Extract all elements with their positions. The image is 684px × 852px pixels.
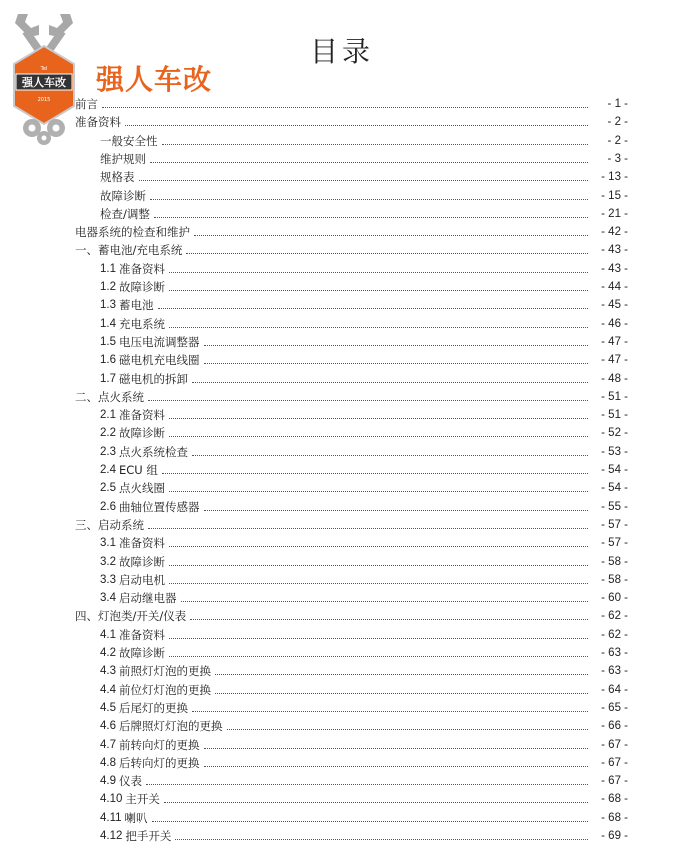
toc-entry-page: - 57 - [601, 537, 628, 550]
svg-text:Tel: Tel [40, 66, 48, 72]
toc-entry[interactable] [100, 679, 628, 697]
toc-entry-page: - 67 - [601, 756, 628, 769]
toc-entry-number: 4.11 [100, 811, 122, 824]
dot-leader [169, 271, 588, 273]
toc-entry-label: 前言 [75, 97, 98, 111]
dot-leader [169, 435, 588, 437]
toc-entry-label: 把手开关 [125, 829, 172, 843]
toc-entry-page: - 43 - [601, 244, 628, 257]
toc-entry-number: 4.7 [100, 738, 116, 751]
toc-entry[interactable] [100, 368, 628, 386]
toc-entry[interactable] [100, 203, 628, 221]
dot-leader [148, 399, 588, 401]
toc-entry[interactable] [75, 93, 628, 111]
toc-entry[interactable] [100, 788, 628, 806]
dot-leader [204, 747, 589, 749]
toc-entry-number: 4.10 [100, 793, 123, 806]
toc-entry-number: 4.4 [100, 683, 116, 696]
dot-leader [146, 783, 588, 785]
dot-leader [169, 655, 588, 657]
toc-entry-page: - 58 - [601, 555, 628, 568]
toc-entry[interactable] [100, 294, 628, 312]
toc-entry-label: 一般安全性 [100, 133, 158, 148]
dot-leader [215, 673, 588, 675]
toc-entry-number: 4.2 [100, 647, 116, 659]
toc-entry[interactable] [75, 514, 628, 532]
toc-entry-number: 2.3 [100, 445, 116, 458]
toc-entry-page: - 67 - [601, 738, 628, 751]
toc-entry-label: 前转向灯的更换 [119, 737, 200, 752]
toc-entry-page: - 2 - [607, 134, 628, 147]
toc-entry-label: 启动继电器 [119, 591, 177, 606]
toc-entry-page: - 2 - [607, 116, 628, 129]
toc-entry-number: 3.2 [100, 555, 116, 568]
toc-entry-number: 1.4 [100, 317, 116, 330]
toc-entry-number: 4.6 [100, 720, 116, 733]
toc-entry-page: - 68 - [601, 811, 628, 824]
toc-entry[interactable] [100, 166, 628, 184]
toc-entry-number: 2.4 [100, 464, 116, 476]
toc-entry-number: 4.12 [100, 830, 123, 842]
toc-entry[interactable] [100, 715, 628, 733]
toc-entry-label: 喇叭 [124, 810, 148, 825]
toc-entry-label: 磁电机充电线圈 [119, 353, 200, 368]
toc-entry-label: 启动电机 [119, 572, 165, 587]
dot-leader [162, 472, 588, 474]
dot-leader [181, 600, 589, 602]
dot-leader [227, 728, 589, 730]
toc-entry-page: - 42 - [601, 226, 628, 239]
toc-entry[interactable] [100, 313, 628, 331]
toc-entry-label: 后尾灯的更换 [119, 700, 188, 715]
toc-entry-label: 规格表 [100, 170, 135, 185]
badge-text: 强人车改 [22, 76, 66, 89]
toc-entry[interactable] [100, 569, 628, 587]
toc-entry[interactable] [100, 349, 628, 367]
toc-entry-label: 准备资料 [119, 408, 165, 423]
dot-leader [169, 417, 588, 419]
toc-entry-label: 维护规则 [100, 151, 146, 166]
toc-entry-number: 1.6 [100, 354, 116, 367]
toc-entry-label: 三、启动系统 [75, 517, 144, 532]
dot-leader [215, 692, 588, 694]
dot-leader [154, 216, 588, 218]
page-title: 目录 [309, 35, 374, 68]
toc-entry-number: 2.2 [100, 427, 116, 440]
toc-entry-label: 前位灯灯泡的更换 [119, 682, 211, 697]
toc-entry[interactable] [100, 404, 628, 422]
toc-entry-label: 后牌照灯灯泡的更换 [119, 719, 223, 734]
toc-entry-page: - 44 - [601, 281, 628, 293]
toc-entry-label: 故障诊断 [119, 554, 165, 569]
toc-entry-label: 故障诊断 [119, 280, 165, 294]
toc-entry[interactable] [100, 185, 628, 203]
toc-entry[interactable] [100, 422, 628, 440]
toc-entry-label: 准备资料 [119, 536, 165, 551]
dot-leader [192, 454, 588, 456]
toc-entry-number: 1.1 [100, 262, 116, 275]
toc-entry-page: - 55 - [601, 500, 628, 513]
toc-entry-page: - 62 - [601, 628, 628, 641]
toc-entry-page: - 67 - [601, 775, 628, 788]
dot-leader [125, 124, 588, 126]
toc-entry-number: 3.1 [100, 537, 116, 550]
dot-leader [139, 179, 589, 181]
dot-leader [102, 106, 588, 108]
toc-entry-page: - 63 - [601, 665, 628, 678]
dot-leader [169, 289, 588, 291]
toc-entry[interactable] [100, 441, 628, 459]
toc-entry[interactable] [100, 551, 628, 569]
toc-entry-label: 故障诊断 [100, 188, 146, 203]
toc-entry[interactable] [100, 642, 628, 660]
dot-leader [194, 234, 588, 236]
toc-entry-page: - 1 - [607, 98, 628, 110]
toc-entry-number: 1.3 [100, 299, 116, 312]
toc-entry-page: - 60 - [601, 592, 628, 605]
toc-entry[interactable] [100, 825, 628, 843]
toc-entry[interactable] [100, 459, 628, 477]
toc-entry-label: 后转向灯的更换 [119, 755, 200, 770]
dot-leader [169, 582, 588, 584]
logo-text: 强人车改 [96, 63, 213, 96]
toc-entry-number: 4.8 [100, 756, 116, 769]
dot-leader [204, 509, 589, 511]
dot-leader [190, 618, 588, 620]
toc-entry-label: 仪表 [119, 774, 142, 789]
toc-entry-page: - 62 - [601, 610, 628, 623]
toc-entry-page: - 54 - [601, 464, 628, 476]
toc-entry-number: 4.9 [100, 775, 116, 788]
toc-entry-number: 4.1 [100, 628, 116, 641]
toc-entry-label: 磁电机的拆卸 [119, 371, 188, 386]
dot-leader [169, 490, 588, 492]
toc-entry-label: 点火系统检查 [119, 444, 188, 459]
toc-entry-page: - 47 - [601, 335, 628, 348]
toc-entry-number: 1.7 [100, 372, 116, 385]
toc-entry-page: - 51 - [601, 390, 628, 403]
toc-entry-number: 4.3 [100, 665, 116, 678]
toc-entry-page: - 43 - [601, 262, 628, 275]
toc-entry-page: - 53 - [601, 445, 628, 458]
toc-entry[interactable] [100, 734, 628, 752]
toc-entry-number: 3.4 [100, 592, 116, 605]
toc-entry-label: 准备资料 [119, 627, 165, 642]
dot-leader [192, 710, 588, 712]
dot-leader [162, 143, 589, 145]
dot-leader [169, 637, 588, 639]
toc-entry-number: 4.5 [100, 701, 116, 714]
toc-entry-label: 检查/调整 [100, 206, 150, 221]
toc-entry-label: 主开关 [125, 792, 160, 807]
toc-entry[interactable] [100, 660, 628, 678]
toc-entry[interactable] [100, 752, 628, 770]
dot-leader [169, 545, 588, 547]
toc-entry-label: 四、灯泡类/开关/仪表 [75, 609, 187, 624]
toc-entry-label: ECU 组 [119, 463, 158, 477]
toc-entry[interactable] [75, 221, 628, 239]
toc-entry[interactable] [100, 276, 628, 294]
toc-entry-page: - 65 - [601, 701, 628, 714]
toc-entry-page: - 13 - [601, 171, 628, 184]
dot-leader [150, 161, 588, 163]
dot-leader [186, 252, 588, 254]
toc-entry[interactable] [100, 532, 628, 550]
dot-leader [169, 326, 588, 328]
toc-entry[interactable] [100, 496, 628, 514]
toc-entry[interactable] [100, 331, 628, 349]
toc-entry-page: - 52 - [601, 427, 628, 440]
toc-entry-page: - 48 - [601, 372, 628, 385]
toc-entry-number: 3.3 [100, 573, 116, 586]
toc-entry-label: 一、蓄电池/充电系统 [75, 243, 183, 258]
dot-leader [148, 527, 588, 529]
toc-entry-page: - 45 - [601, 299, 628, 312]
toc-entry-label: 蓄电池 [119, 298, 154, 313]
toc-entry-page: - 68 - [601, 793, 628, 806]
dot-leader [204, 765, 589, 767]
toc-entry[interactable] [75, 605, 628, 623]
dot-leader [204, 362, 589, 364]
toc-entry-label: 前照灯灯泡的更换 [119, 664, 211, 679]
toc-entry[interactable] [100, 130, 628, 148]
toc-entry-label: 准备资料 [75, 115, 121, 130]
toc-entry-label: 准备资料 [119, 261, 165, 276]
toc-entry-page: - 57 - [601, 518, 628, 531]
toc-entry-label: 二、点火系统 [75, 389, 144, 404]
dot-leader [164, 801, 588, 803]
toc-entry[interactable] [100, 624, 628, 642]
toc-entry-page: - 66 - [601, 720, 628, 733]
toc-entry[interactable] [100, 148, 628, 166]
toc-entry-label: 曲轴位置传感器 [119, 499, 200, 514]
toc-entry[interactable] [75, 239, 628, 257]
toc-entry-page: - 54 - [601, 482, 628, 495]
toc-entry[interactable] [100, 477, 628, 495]
dot-leader [150, 198, 588, 200]
svg-text:2015: 2015 [37, 97, 51, 103]
toc-entry-page: - 3 - [607, 152, 628, 165]
toc-entry-number: 1.5 [100, 335, 116, 348]
toc-entry[interactable] [75, 386, 628, 404]
toc-entry-label: 电压电流调整器 [119, 334, 200, 349]
toc-entry-number: 2.5 [100, 482, 116, 495]
toc-entry-page: - 58 - [601, 573, 628, 586]
toc-entry-page: - 46 - [601, 317, 628, 330]
toc-entry[interactable] [100, 770, 628, 788]
toc-entry[interactable] [100, 258, 628, 276]
dot-leader [158, 307, 589, 309]
toc-entry-page: - 47 - [601, 354, 628, 367]
toc-entry-label: 点火线圈 [119, 481, 165, 496]
toc-entry-number: 2.1 [100, 409, 116, 422]
toc-entry[interactable] [75, 111, 628, 129]
dot-leader [152, 820, 588, 822]
dot-leader [192, 381, 588, 383]
toc-entry-label: 充电系统 [119, 316, 165, 331]
dot-leader [175, 838, 588, 840]
toc-entry-page: - 63 - [601, 647, 628, 659]
toc-entry-label: 故障诊断 [119, 426, 165, 441]
toc-entry-label: 故障诊断 [119, 646, 165, 660]
toc-entry-number: 1.2 [100, 281, 116, 293]
toc-entry-number: 2.6 [100, 500, 116, 513]
toc-entry-label: 电器系统的检查和维护 [75, 225, 190, 240]
toc-entry[interactable] [100, 697, 628, 715]
toc-entry-page: - 15 - [601, 189, 628, 202]
toc-entry[interactable] [100, 807, 628, 825]
toc-entry-page: - 51 - [601, 409, 628, 422]
toc-entry-page: - 69 - [601, 830, 628, 842]
toc-entry-page: - 64 - [601, 683, 628, 696]
toc-entry-page: - 21 - [601, 207, 628, 220]
dot-leader [169, 564, 588, 566]
toc-entry[interactable] [100, 587, 628, 605]
dot-leader [204, 344, 589, 346]
